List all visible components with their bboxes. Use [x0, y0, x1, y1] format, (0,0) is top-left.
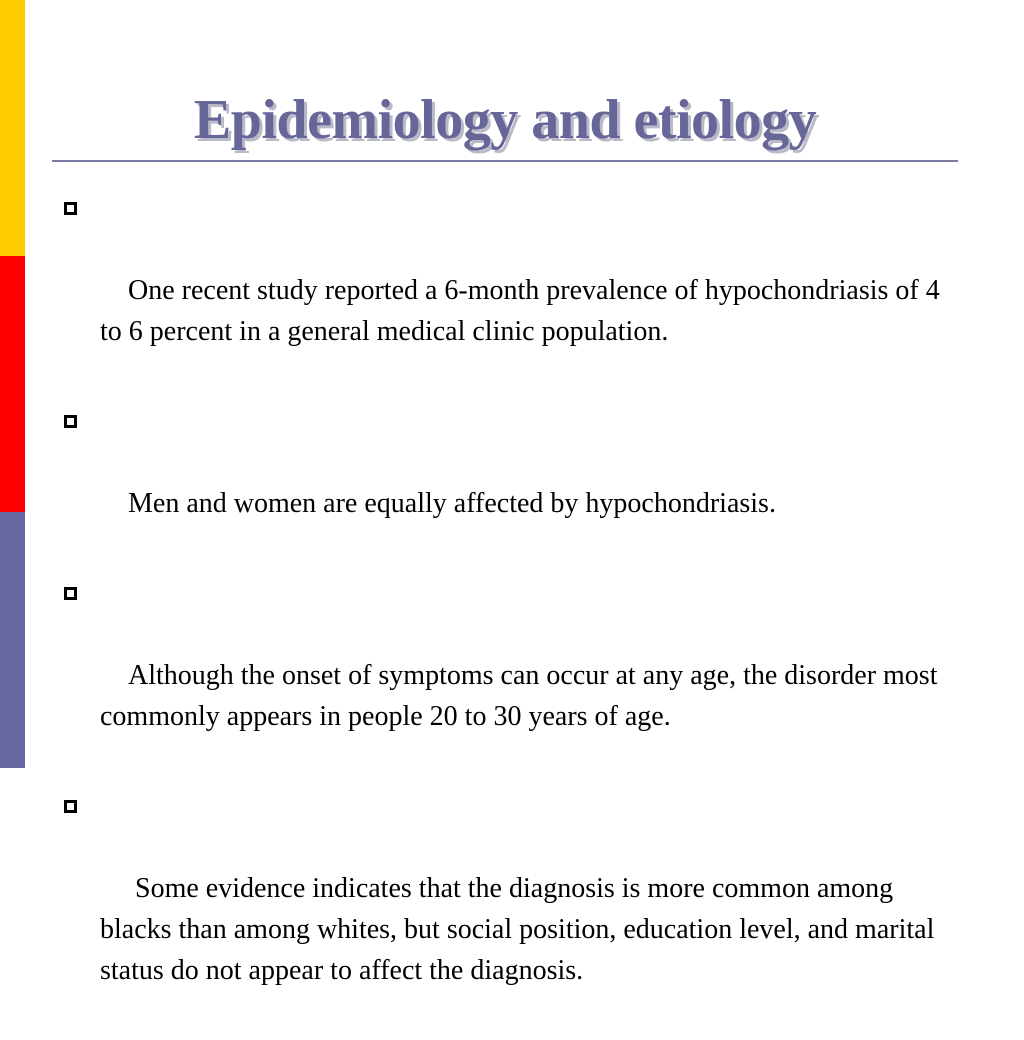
- hollow-square-icon: [64, 202, 77, 215]
- bullet-text: One recent study reported a 6-month prevalence of hypochondriasis of 4 to 6 percent in a general medical clinic population.: [100, 275, 947, 347]
- hollow-square-icon: [64, 587, 77, 600]
- side-bar-red-segment: [0, 256, 25, 512]
- side-color-bar: [0, 0, 25, 768]
- hollow-square-icon: [64, 415, 77, 428]
- bullet-text: Although the onset of symptoms can occur at any age, the disorder most commonly appears in people 20 to 30 years of age.: [100, 660, 945, 732]
- side-bar-blue-segment: [0, 512, 25, 768]
- bullet-item: [62, 786, 942, 1032]
- bullet-list: [62, 188, 947, 1040]
- side-bar-yellow-segment: [0, 0, 25, 256]
- title-divider: [52, 160, 958, 162]
- bullet-item: [62, 401, 942, 565]
- bullet-item: [62, 188, 947, 393]
- bullet-text: Men and women are equally affected by hypochondriasis.: [128, 488, 776, 519]
- bullet-item: [62, 573, 945, 778]
- slide-title: Epidemiology and etiology: [193, 89, 817, 151]
- hollow-square-icon: [64, 800, 77, 813]
- bullet-text: Some evidence indicates that the diagnosis is more common among blacks than among whites, but social position, education level, and marital status do not appear to affect the diagnosis.: [100, 873, 942, 986]
